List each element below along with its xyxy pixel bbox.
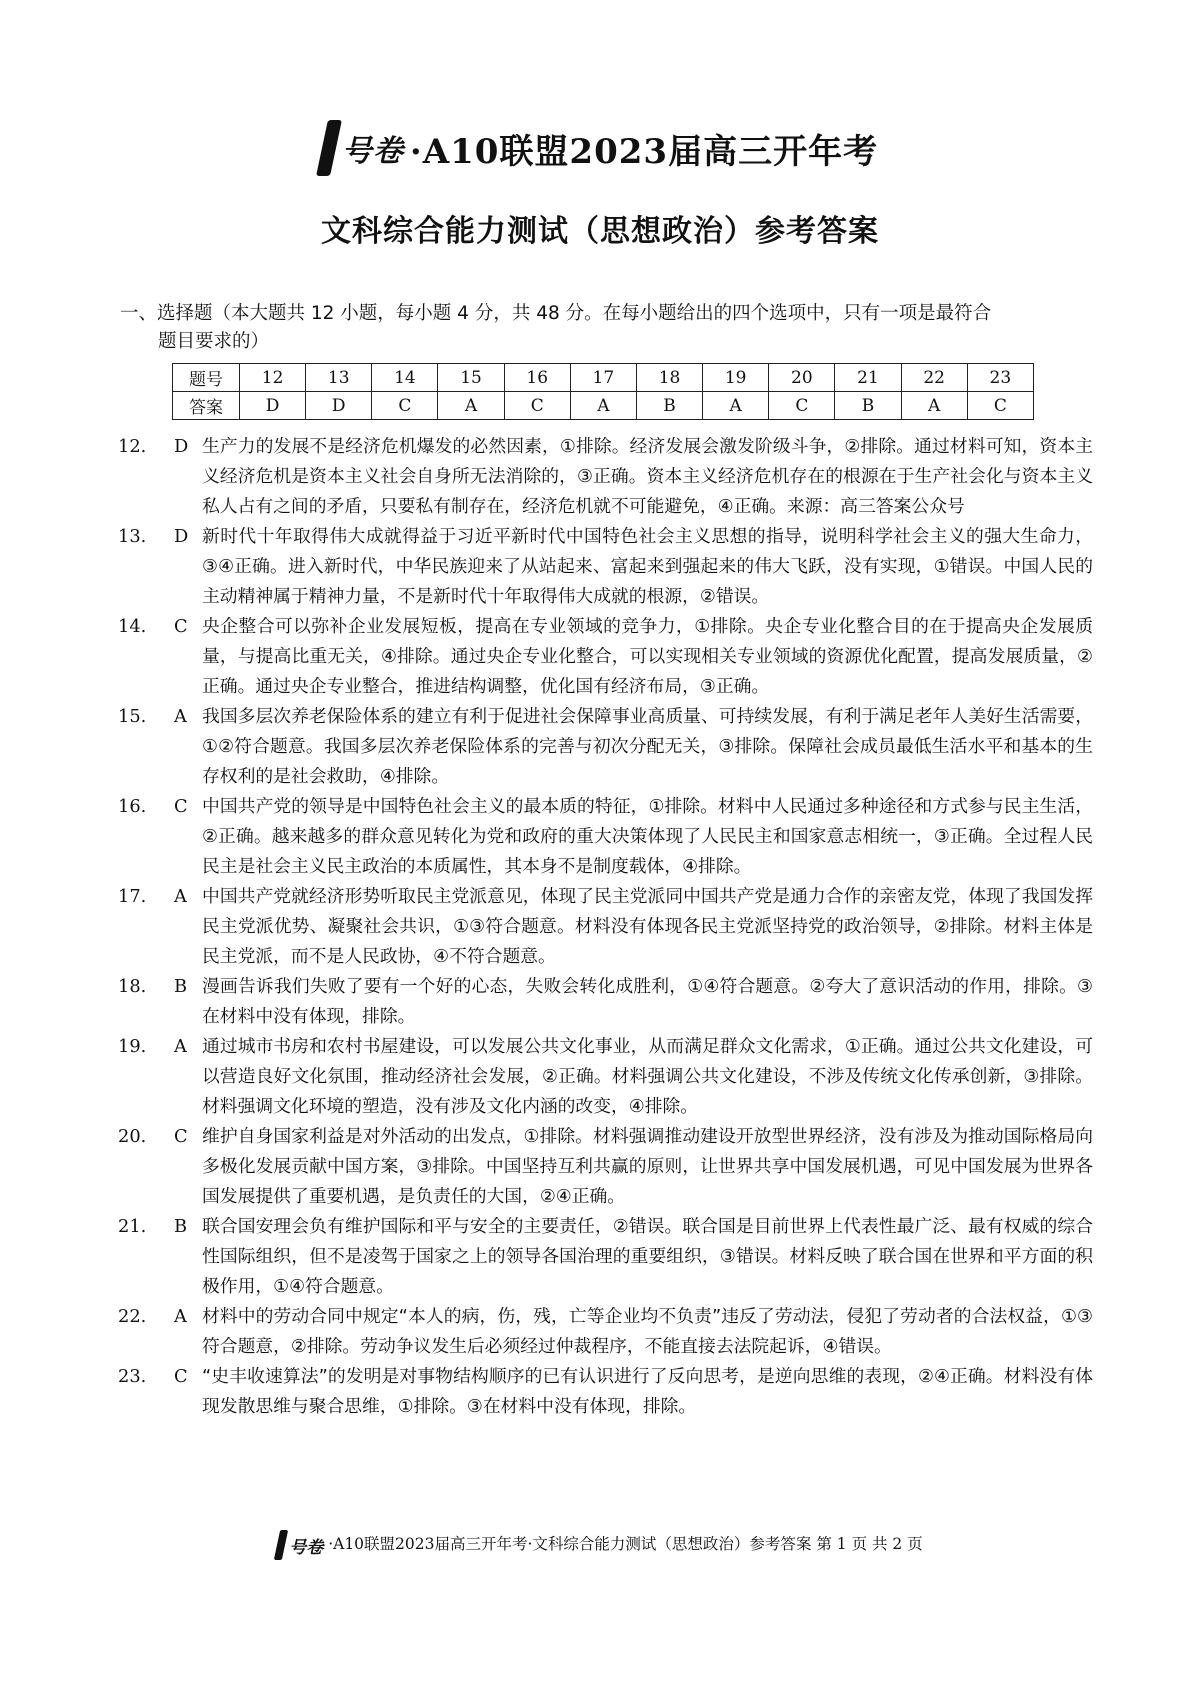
explanation-item bbox=[118, 1032, 1093, 1122]
question-number-cell: 15 bbox=[438, 364, 504, 392]
question-number-cell: 16 bbox=[504, 364, 570, 392]
question-number-cell: 20 bbox=[769, 364, 835, 392]
explanation-item bbox=[118, 522, 1093, 612]
title-line bbox=[322, 118, 878, 178]
brush-stroke-icon bbox=[316, 120, 342, 176]
question-number-cell: 12 bbox=[240, 364, 306, 392]
explanation-answer: A bbox=[174, 706, 187, 727]
question-number-cell: 13 bbox=[306, 364, 372, 392]
section-heading bbox=[120, 300, 1095, 356]
explanation-text: 央企整合可以弥补企业发展短板，提高在专业领域的竞争力，①排除。央企专业化整合目的在于提高央企发展质量，与提高比重无关，④排除。通过央企专业化整合，可以实现相关专业领域的资源优化配置，提高发展质量，②正确。通过央企专业整合，推进结构调整，优化国有经济布局，③正确。 bbox=[202, 616, 1093, 697]
explanation-number: 22. bbox=[118, 1306, 147, 1327]
explanation-answer: D bbox=[174, 526, 189, 547]
explanation-text: 材料中的劳动合同中规定“本人的病，伤，残，亡等企业均不负责”违反了劳动法，侵犯了劳动者的合法权益，①③符合题意，②排除。劳动争议发生后必须经过仲裁程序，不能直接去法院起诉，④错误。 bbox=[202, 1306, 1093, 1357]
brush-stroke-icon bbox=[274, 1530, 288, 1560]
explanation-item bbox=[118, 1212, 1093, 1302]
explanation-answer: A bbox=[174, 1036, 187, 1057]
answer-cell: B bbox=[835, 392, 901, 420]
page-header bbox=[0, 118, 1200, 250]
section-heading-line1: 一、选择题（本大题共 12 小题，每小题 4 分，共 48 分。在每小题给出的四个选项中，只有一项是最符合 bbox=[120, 303, 992, 324]
explanation-number: 23. bbox=[118, 1366, 147, 1387]
explanation-text: 联合国安理会负有维护国际和平与安全的主要责任，②错误。联合国是目前世界上代表性最广泛、最有权威的综合性国际组织，但不是凌驾于国家之上的领导各国治理的重要组织，③错误。材料反映了联合国在世界和平方面的积极作用，①④符合题意。 bbox=[202, 1216, 1093, 1297]
explanation-answer: C bbox=[174, 796, 188, 817]
footer-text: ·A10联盟2023届高三开年考·文科综合能力测试（思想政治）参考答案 第 1 页 共 2 页 bbox=[328, 1535, 923, 1553]
question-number-cell: 22 bbox=[901, 364, 967, 392]
question-number-cell: 23 bbox=[967, 364, 1033, 392]
brand-logo bbox=[322, 118, 404, 178]
question-number-cell: 21 bbox=[835, 364, 901, 392]
explanation-number: 18. bbox=[118, 976, 147, 997]
explanation-answer: A bbox=[174, 886, 187, 907]
explanation-number: 12. bbox=[118, 436, 147, 457]
answer-table bbox=[172, 363, 1034, 420]
explanation-item bbox=[118, 792, 1093, 882]
explanation-answer: D bbox=[174, 436, 189, 457]
exam-title: ·A10联盟2023届高三开年考 bbox=[409, 131, 879, 172]
explanation-text: 新时代十年取得伟大成就得益于习近平新时代中国特色社会主义思想的指导，说明科学社会主义的强大生命力，③④正确。进入新时代，中华民族迎来了从站起来、富起来到强起来的伟大飞跃，没有实现，①错误。中国人民的主动精神属于精神力量，不是新时代十年取得伟大成就的根源，②错误。 bbox=[202, 526, 1093, 607]
answer-cell: D bbox=[306, 392, 372, 420]
answer-cell: D bbox=[240, 392, 306, 420]
explanation-item bbox=[118, 882, 1093, 972]
question-number-cell: 14 bbox=[372, 364, 438, 392]
answer-cell: A bbox=[901, 392, 967, 420]
explanation-number: 19. bbox=[118, 1036, 147, 1057]
answer-cell: B bbox=[636, 392, 702, 420]
explanation-answer: B bbox=[174, 1216, 188, 1237]
explanation-text: 通过城市书房和农村书屋建设，可以发展公共文化事业，从而满足群众文化需求，①正确。通过公共文化建设，可以营造良好文化氛围，推动经济社会发展，②正确。材料强调公共文化建设，不涉及传统文化传承创新，③排除。材料强调文化环境的塑造，没有涉及文化内涵的改变，④排除。 bbox=[202, 1036, 1093, 1117]
question-number-row bbox=[173, 364, 1034, 392]
explanation-number: 21. bbox=[118, 1216, 147, 1237]
explanation-item bbox=[118, 1362, 1093, 1422]
explanation-number: 16. bbox=[118, 796, 147, 817]
page-footer bbox=[0, 1530, 1200, 1560]
explanation-answer: B bbox=[174, 976, 188, 997]
explanation-item bbox=[118, 972, 1093, 1032]
explanation-number: 14. bbox=[118, 616, 147, 637]
explanation-text: 中国共产党就经济形势听取民主党派意见，体现了民主党派同中国共产党是通力合作的亲密友党，体现了我国发挥民主党派优势、凝聚社会共识，①③符合题意。材料没有体现各民主党派坚持党的政治领导，②排除。材料主体是民主党派，而不是人民政协，④不符合题意。 bbox=[202, 886, 1093, 967]
question-number-cell: 19 bbox=[703, 364, 769, 392]
explanation-item bbox=[118, 702, 1093, 792]
row-label: 题号 bbox=[173, 364, 240, 392]
explanation-number: 15. bbox=[118, 706, 147, 727]
explanation-item bbox=[118, 1302, 1093, 1362]
question-number-cell: 17 bbox=[570, 364, 636, 392]
explanation-answer: C bbox=[174, 1126, 188, 1147]
answer-row bbox=[173, 392, 1034, 420]
brand-logo-text: 号卷 bbox=[341, 134, 404, 169]
explanation-answer: C bbox=[174, 1366, 188, 1387]
answer-cell: C bbox=[769, 392, 835, 420]
explanation-answer: A bbox=[174, 1306, 187, 1327]
explanation-text: 中国共产党的领导是中国特色社会主义的最本质的特征，①排除。材料中人民通过多种途径和方式参与民主生活，②正确。越来越多的群众意见转化为党和政府的重大决策体现了人民民主和国家意志相统一，③正确。全过程人民民主是社会主义民主政治的本质属性，其本身不是制度载体，④排除。 bbox=[202, 796, 1093, 877]
explanation-text: 生产力的发展不是经济危机爆发的必然因素，①排除。经济发展会激发阶级斗争，②排除。通过材料可知，资本主义经济危机是资本主义社会自身所无法消除的，③正确。资本主义经济危机存在的根源在于生产社会化与资本主义私人占有之间的矛盾，只要私有制存在，经济危机就不可能避免，④正确。来源：高三答案公众号 bbox=[202, 436, 1093, 517]
footer-logo-text: 号卷 bbox=[289, 1537, 324, 1558]
explanation-number: 13. bbox=[118, 526, 147, 547]
explanation-item bbox=[118, 432, 1093, 522]
subject-title: 文科综合能力测试（思想政治）参考答案 bbox=[321, 214, 879, 249]
row-label: 答案 bbox=[173, 392, 240, 420]
question-number-cell: 18 bbox=[636, 364, 702, 392]
explanation-text: “史丰收速算法”的发明是对事物结构顺序的已有认识进行了反向思考，是逆向思维的表现，②④正确。材料没有体现发散思维与聚合思维，①排除。③在材料中没有体现，排除。 bbox=[202, 1366, 1093, 1417]
answer-cell: C bbox=[372, 392, 438, 420]
explanation-text: 我国多层次养老保险体系的建立有利于促进社会保障事业高质量、可持续发展，有利于满足老年人美好生活需要，①②符合题意。我国多层次养老保险体系的完善与初次分配无关，③排除。保障社会成员最低生活水平和基本的生存权利的是社会救助，④排除。 bbox=[202, 706, 1093, 787]
explanation-item bbox=[118, 1122, 1093, 1212]
section-heading-line2: 题目要求的） bbox=[158, 331, 270, 352]
explanation-number: 20. bbox=[118, 1126, 147, 1147]
answer-cell: A bbox=[570, 392, 636, 420]
answer-cell: A bbox=[703, 392, 769, 420]
explanation-text: 维护自身国家利益是对外活动的出发点，①排除。材料强调推动建设开放型世界经济，没有涉及为推动国际格局向多极化发展贡献中国方案，③排除。中国坚持互利共赢的原则，让世界共享中国发展机遇，可见中国发展为世界各国发展提供了重要机遇，是负责任的大国，②④正确。 bbox=[202, 1126, 1093, 1207]
explanation-text: 漫画告诉我们失败了要有一个好的心态，失败会转化成胜利，①④符合题意。②夸大了意识活动的作用，排除。③在材料中没有体现，排除。 bbox=[202, 976, 1093, 1027]
explanations-list bbox=[118, 432, 1093, 1422]
answer-cell: C bbox=[504, 392, 570, 420]
explanation-item bbox=[118, 612, 1093, 702]
answer-cell: C bbox=[967, 392, 1033, 420]
answer-cell: A bbox=[438, 392, 504, 420]
footer-logo bbox=[277, 1530, 323, 1560]
explanation-answer: C bbox=[174, 616, 188, 637]
explanation-number: 17. bbox=[118, 886, 147, 907]
